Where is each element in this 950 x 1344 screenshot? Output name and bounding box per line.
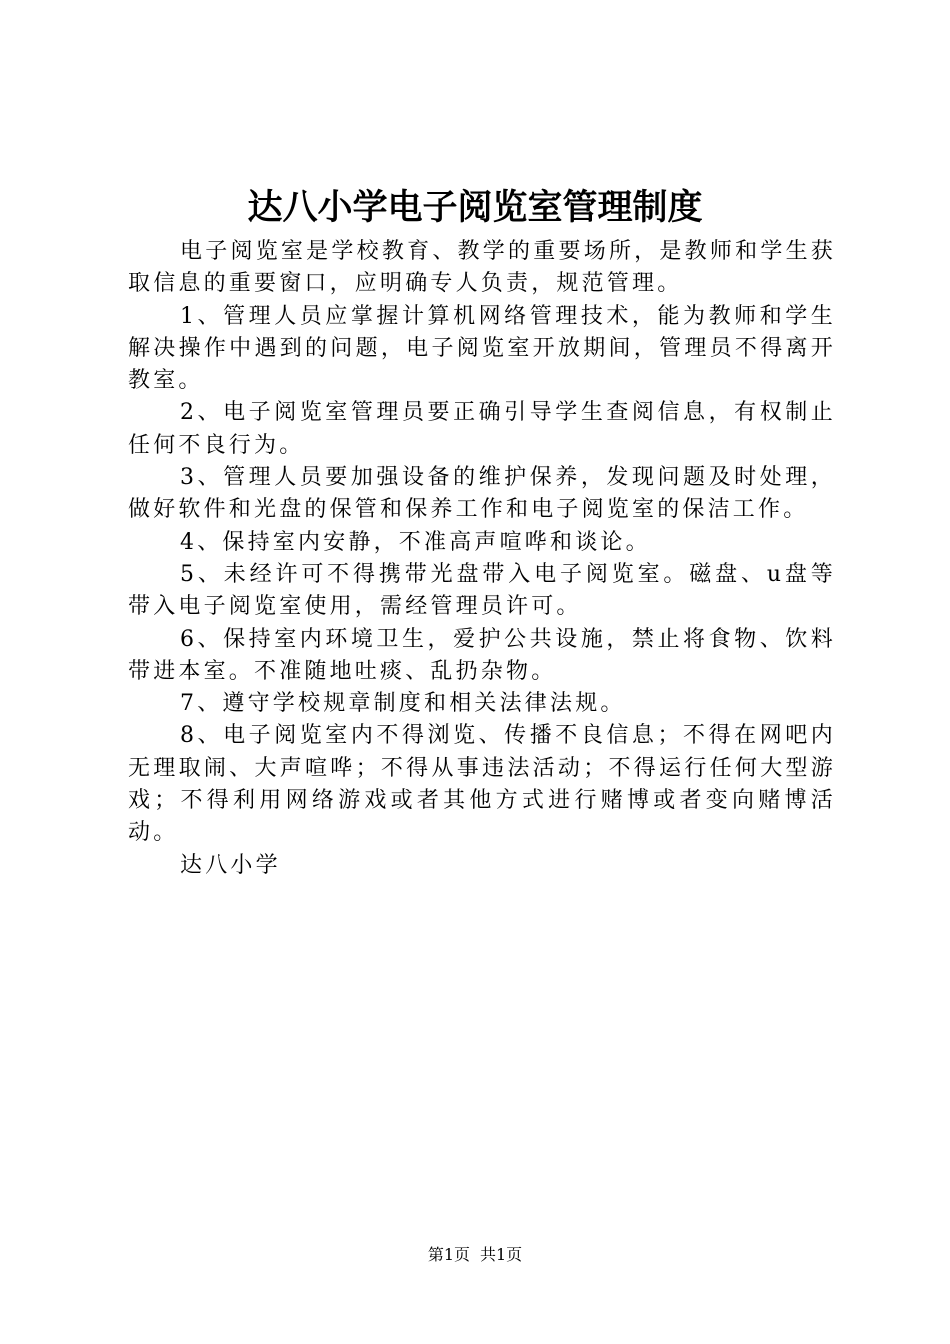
document-title: 达八小学电子阅览室管理制度 <box>247 187 703 228</box>
paragraph-rule-7: 7、遵守学校规章制度和相关法律法规。 <box>180 691 626 717</box>
page-footer <box>0 1244 950 1266</box>
paragraph-rule-8: 8、电子阅览室内不得浏览、传播不良信息；不得在网吧内无理取闹、大声喧哗；不得从事违法活动；不得运行任何大型游戏；不得利用网络游戏或者其他方式进行赌博或者变向赌博活动。 <box>128 723 836 846</box>
page-total: 共1页 <box>480 1245 523 1264</box>
paragraph-rule-6: 6、保持室内环境卫生，爱护公共设施，禁止将食物、饮料带进本室。不准随地吐痰、乱扔杂物。 <box>128 626 836 684</box>
paragraph-rule-1: 1、管理人员应掌握计算机网络管理技术，能为教师和学生解决操作中遇到的问题，电子阅览室开放期间，管理员不得离开教室。 <box>128 303 836 394</box>
document-body <box>128 236 836 882</box>
page-number: 第1页 <box>427 1245 470 1264</box>
paragraph-rule-2: 2、电子阅览室管理员要正确引导学生查阅信息，有权制止任何不良行为。 <box>128 400 836 458</box>
paragraph-rule-5: 5、未经许可不得携带光盘带入电子阅览室。磁盘、u盘等带入电子阅览室使用，需经管理员许可。 <box>128 561 836 620</box>
paragraph-rule-4: 4、保持室内安静，不准高声喧哗和谈论。 <box>180 529 651 555</box>
signature-school-name: 达八小学 <box>180 852 281 878</box>
paragraph-intro: 电子阅览室是学校教育、教学的重要场所，是教师和学生获取信息的重要窗口，应明确专人负责，规范管理。 <box>128 239 836 297</box>
paragraph-rule-3: 3、管理人员要加强设备的维护保养，发现问题及时处理，做好软件和光盘的保管和保养工作和电子阅览室的保洁工作。 <box>128 465 836 523</box>
